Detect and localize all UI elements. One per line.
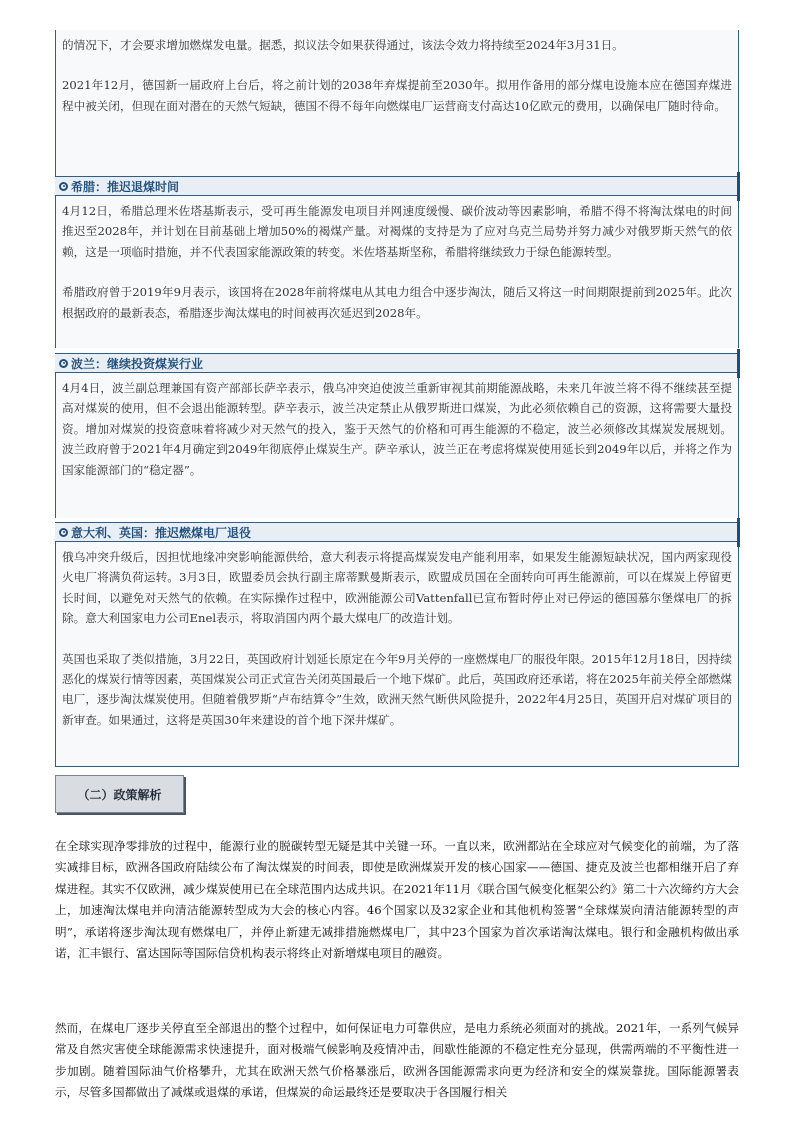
- circle-bullet-icon: [59, 182, 68, 191]
- poland-paragraph-1: 4月4日，波兰副总理兼国有资产部部长萨辛表示，俄乌冲突迫使波兰重新审视其前期能源战略，未来几年波兰将不得不继续甚至提高对煤炭的使用，但不会退出能源转型。萨辛表示，波兰决定禁止从俄罗斯进口煤炭，为此必须依赖自己的资源，这将需要大量投资。增加对煤炭的投资意味着将减少对天然气的投入，鉴于天然气的价格和可再生能源的不稳定，波兰必须修改其煤炭发展规划。波兰政府曾于2021年4月确定到2049年彻底停止煤炭生产。萨辛承认，波兰正在考虑将煤炭使用延长到2049年以后，并将之作为国家能源部门的“稳定器”。: [62, 381, 732, 477]
- policy-paragraph-2-block: [55, 1018, 739, 1104]
- italy-uk-paragraph-1: 俄乌冲突升级后，因担忧地缘冲突影响能源供给，意大利表示将提高煤炭发电产能利用率，如果发生能源短缺状况，国内两家现役火电厂将满负荷运转。3月3日，欧盟委员会执行副主席蒂默曼斯表示，欧盟成员国在全面转向可再生能源前，可以在煤炭上停留更长时间，以避免对天然气的依赖。在实际操作过程中，欧洲能源公司Vattenfall已宣布暂时停止对已停运的德国慕尔堡煤电厂的拆除。意大利国家电力公司Enel表示，将取消国内两个最大煤电厂的改造计划。: [62, 550, 732, 626]
- germany-paragraph-2: 2021年12月，德国新一届政府上台后，将之前计划的2038年弃煤提前至2030年。拟用作备用的部分煤电设施本应在德国弃煤进程中被关闭，但现在面对潜在的天然气短缺，德国不得不每年向燃煤电厂运营商支付高达10亿欧元的费用，以确保电厂随时待命。: [62, 78, 732, 113]
- poland-section: [55, 353, 739, 518]
- policy-paragraph-2: 然而，在煤电厂逐步关停直至全部退出的整个过程中，如何保证电力可靠供应，是电力系统必须面对的挑战。2021年，一系列气候异常及自然灾害使全球能源需求快速提升，面对极端气候影响及疫情冲击，间歇性能源的不稳定性充分显现，供需两端的不平衡性进一步加剧。随着国际油气价格攀升，尤其在欧洲天然气价格暴涨后，欧洲各国能源需求向更为经济和安全的煤炭靠拢。国际能源署表示，尽管多国都做出了减煤或退煤的承诺，但煤炭的命运最终还是要取决于各国履行相关: [55, 1021, 739, 1100]
- policy-analysis-heading-label: （二）政策解析: [77, 787, 162, 802]
- poland-section-title: 波兰：继续投资煤炭行业: [71, 356, 204, 371]
- policy-paragraph-1: 在全球实现净零排放的过程中，能源行业的脱碳转型无疑是其中关键一环。一直以来，欧洲都站在全球应对气候变化的前端，为了落实减排目标，欧洲各国政府陆续公布了淘汰煤炭的时间表，即使是欧洲煤炭开发的核心国家——德国、捷克及波兰也都相继开启了弃煤进程。其实不仅欧洲，减少煤炭使用已在全球范围内达成共识。在2021年11月《联合国气候变化框架公约》第二十六次缔约方大会上，加速淘汰煤电并向清洁能源转型成为大会的核心内容。46个国家以及32家企业和其他机构签署“全球煤炭向清洁能源转型的声明”，承诺将逐步淘汰现有燃煤电厂，并停止新建无减排措施燃煤电厂，其中23个国家为首次承诺淘汰煤电。银行和金融机构做出承诺，汇丰银行、富达国际等国际信贷机构表示将终止对新增煤电项目的融资。: [55, 839, 739, 961]
- greece-section-title: 希腊：推迟退煤时间: [71, 179, 180, 194]
- policy-paragraph-1-block: [55, 836, 739, 964]
- greece-box-body: [55, 196, 739, 348]
- poland-box-body: [55, 373, 739, 518]
- greece-section-header: [55, 176, 739, 196]
- circle-bullet-icon: [59, 528, 68, 537]
- italy-uk-box-body: [55, 542, 739, 767]
- germany-section-tail: [55, 30, 739, 176]
- italy-uk-section-title: 意大利、英国：推迟燃煤电厂退役: [71, 525, 252, 540]
- greece-section: [55, 176, 739, 348]
- italy-uk-paragraph-2: 英国也采取了类似措施，3月22日，英国政府计划延长原定在今年9月关停的一座燃煤电厂的服役年限。2015年12月18日，因持续恶化的煤炭行情等因素，英国煤炭公司正式宣告关闭英国最后一个地下煤矿。此后，英国政府还承诺，将在2025年前关停全部燃煤电厂，逐步淘汰煤炭使用。但随着俄罗斯“卢布结算令”生效，欧洲天然气断供风险提升，2022年4月25日，英国开启对煤矿项目的新审查。如果通过，这将是英国30年来建设的首个地下深井煤矿。: [62, 651, 732, 727]
- greece-paragraph-2: 希腊政府曾于2019年9月表示，该国将在2028年前将煤电从其电力组合中逐步淘汰，随后又将这一时间期限提前到2025年。此次根据政府的最新表态，希腊逐步淘汰煤电的时间被再次延迟到2028年。: [62, 285, 732, 320]
- greece-paragraph-1: 4月12日，希腊总理米佐塔基斯表示，受可再生能源发电项目并网速度缓慢、碳价波动等因素影响，希腊不得不将淘汰煤电的时间推迟至2028年，并计划在目前基础上增加50%的褐煤产量。对褐煤的支持是为了应对乌克兰局势并努力减少对俄罗斯天然气的依赖，这是一项临时措施，并不代表国家能源政策的转变。米佐塔基斯坚称，希腊将继续致力于绿色能源转型。: [62, 204, 732, 259]
- policy-analysis-heading: [55, 775, 184, 813]
- germany-paragraph-1: 的情况下，才会要求增加燃煤发电量。据悉，拟议法令如果获得通过，该法令效力将持续至2024年3月31日。: [62, 38, 624, 52]
- italy-uk-section: [55, 522, 739, 767]
- circle-bullet-icon: [59, 359, 68, 368]
- italy-uk-section-header: [55, 522, 739, 542]
- germany-box-body: [55, 30, 739, 176]
- poland-section-header: [55, 353, 739, 373]
